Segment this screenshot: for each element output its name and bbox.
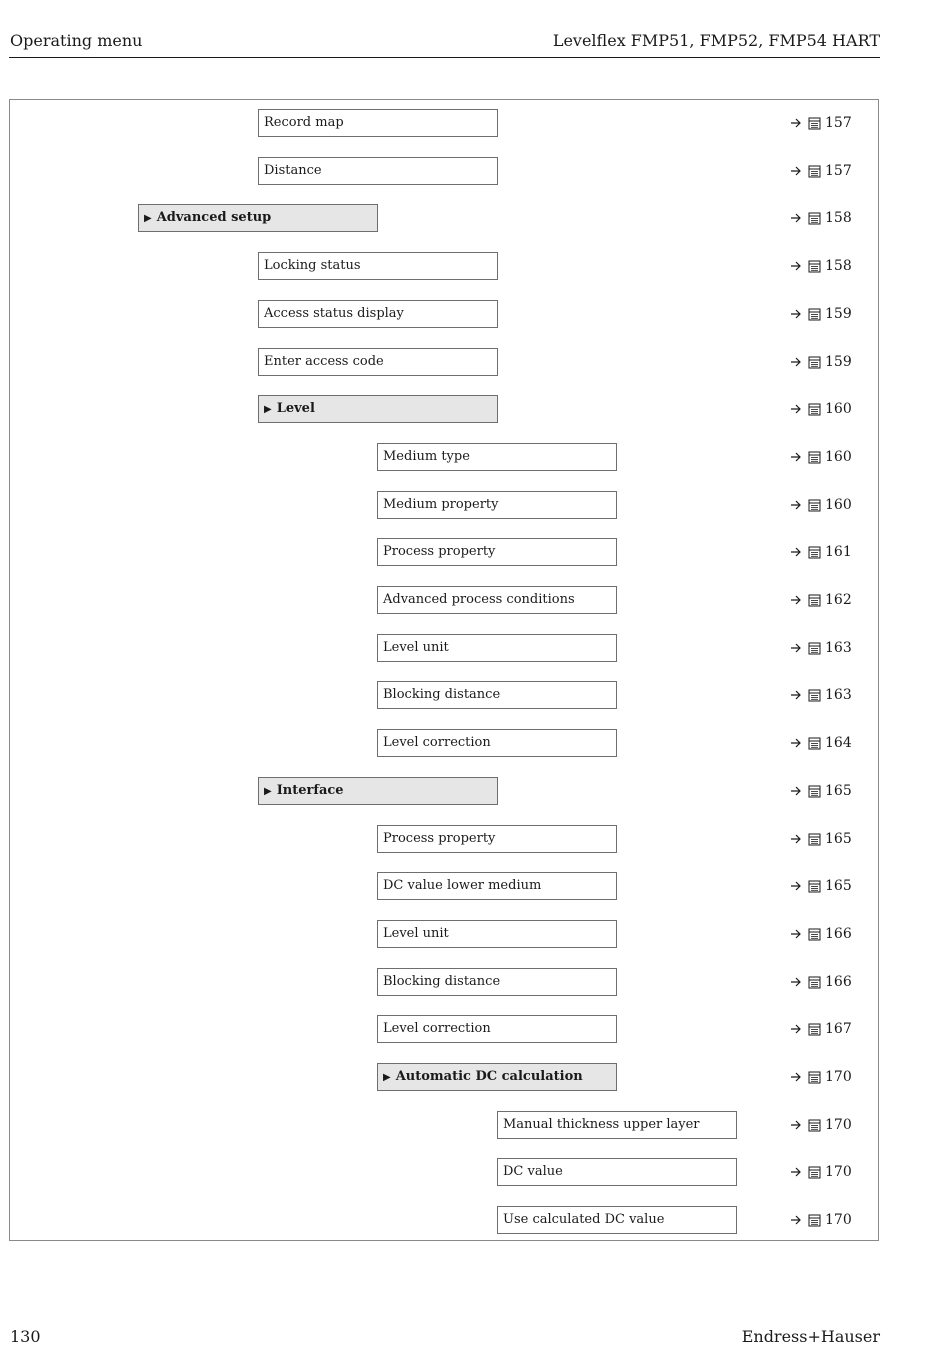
document-page-icon — [808, 880, 821, 893]
page-reference — [790, 1162, 852, 1182]
parameter-node — [377, 634, 617, 662]
document-page-icon — [808, 451, 821, 464]
arrow-right-icon — [790, 737, 802, 749]
page-reference — [790, 1210, 852, 1230]
page-reference — [790, 113, 852, 133]
node-label: Level unit — [383, 926, 449, 941]
page-number: 170 — [825, 1164, 852, 1180]
node-label: Distance — [264, 163, 322, 178]
footer-brand: Endress+Hauser — [741, 1327, 880, 1346]
header-rule — [9, 57, 880, 58]
page-number: 170 — [825, 1117, 852, 1133]
node-label: Access status display — [264, 306, 404, 321]
node-label: Enter access code — [264, 354, 384, 369]
page-number: 158 — [825, 210, 852, 226]
page-reference — [790, 208, 852, 228]
node-label: Level unit — [383, 640, 449, 655]
page-reference — [790, 304, 852, 324]
node-label: Interface — [276, 783, 344, 798]
arrow-right-icon — [790, 499, 802, 511]
document-page-icon — [808, 356, 821, 369]
node-label: Use calculated DC value — [503, 1212, 665, 1227]
document-page-icon — [808, 785, 821, 798]
arrow-right-icon — [790, 356, 802, 368]
node-label: Level correction — [383, 1021, 491, 1036]
parameter-node — [377, 1015, 617, 1043]
document-page-icon — [808, 499, 821, 512]
arrow-right-icon — [790, 403, 802, 415]
node-label: Automatic DC calculation — [395, 1069, 583, 1084]
page-number: 163 — [825, 687, 852, 703]
parameter-node — [377, 872, 617, 900]
page-number: 160 — [825, 401, 852, 417]
arrow-right-icon — [790, 1119, 802, 1131]
page-number: 159 — [825, 306, 852, 322]
arrow-right-icon — [790, 117, 802, 129]
arrow-right-icon — [790, 880, 802, 892]
arrow-right-icon — [790, 1166, 802, 1178]
parameter-node — [377, 681, 617, 709]
page-number: 157 — [825, 163, 852, 179]
parameter-node — [377, 586, 617, 614]
document-page-icon — [808, 308, 821, 321]
page-reference — [790, 447, 852, 467]
page-reference — [790, 1067, 852, 1087]
parameter-node — [258, 252, 498, 280]
page-number: 161 — [825, 544, 852, 560]
page-reference — [790, 685, 852, 705]
page-reference — [790, 829, 852, 849]
node-label: Level — [276, 401, 315, 416]
node-label: Blocking distance — [383, 974, 501, 989]
page-number: 170 — [825, 1069, 852, 1085]
document-page-icon — [808, 928, 821, 941]
node-label: Record map — [264, 115, 344, 130]
document-page-icon — [808, 212, 821, 225]
submenu-node — [258, 395, 498, 423]
page-number: 158 — [825, 258, 852, 274]
submenu-triangle-icon: ▶ — [144, 213, 152, 224]
document-page-icon — [808, 403, 821, 416]
page-reference — [790, 256, 852, 276]
document-page-icon — [808, 689, 821, 702]
parameter-node — [377, 491, 617, 519]
arrow-right-icon — [790, 976, 802, 988]
parameter-node — [377, 825, 617, 853]
arrow-right-icon — [790, 785, 802, 797]
document-page-icon — [808, 1071, 821, 1084]
header-section-title: Operating menu — [10, 31, 143, 50]
page-number: 164 — [825, 735, 852, 751]
submenu-node — [138, 204, 378, 232]
arrow-right-icon — [790, 1071, 802, 1083]
page-number: 170 — [825, 1212, 852, 1228]
arrow-right-icon — [790, 165, 802, 177]
page-number: 167 — [825, 1021, 852, 1037]
footer-page-number: 130 — [10, 1327, 41, 1346]
document-page-icon — [808, 165, 821, 178]
document-page-icon — [808, 833, 821, 846]
page-reference — [790, 972, 852, 992]
page-reference — [790, 590, 852, 610]
page-reference — [790, 352, 852, 372]
parameter-node — [258, 109, 498, 137]
node-label: Manual thickness upper layer — [503, 1117, 700, 1132]
parameter-node — [497, 1206, 737, 1234]
parameter-node — [377, 968, 617, 996]
page-number: 165 — [825, 783, 852, 799]
page-reference — [790, 733, 852, 753]
page-reference — [790, 781, 852, 801]
page-reference — [790, 542, 852, 562]
arrow-right-icon — [790, 212, 802, 224]
page-reference — [790, 924, 852, 944]
parameter-node — [377, 920, 617, 948]
node-label: Medium property — [383, 497, 499, 512]
page-number: 165 — [825, 831, 852, 847]
node-label: Advanced process conditions — [383, 592, 575, 607]
submenu-node — [258, 777, 498, 805]
arrow-right-icon — [790, 833, 802, 845]
submenu-triangle-icon: ▶ — [264, 786, 272, 797]
page-number: 157 — [825, 115, 852, 131]
header-product-title: Levelflex FMP51, FMP52, FMP54 HART — [552, 31, 880, 50]
arrow-right-icon — [790, 308, 802, 320]
page-number: 166 — [825, 974, 852, 990]
parameter-node — [497, 1158, 737, 1186]
document-page-icon — [808, 1023, 821, 1036]
submenu-triangle-icon: ▶ — [264, 404, 272, 415]
arrow-right-icon — [790, 689, 802, 701]
document-page-icon — [808, 546, 821, 559]
document-page-icon — [808, 117, 821, 130]
node-label: Process property — [383, 544, 496, 559]
page-number: 160 — [825, 449, 852, 465]
node-label: DC value — [503, 1164, 563, 1179]
page-number: 165 — [825, 878, 852, 894]
parameter-node — [258, 157, 498, 185]
arrow-right-icon — [790, 1214, 802, 1226]
node-label: Process property — [383, 831, 496, 846]
page-reference — [790, 1115, 852, 1135]
page-reference — [790, 1019, 852, 1039]
arrow-right-icon — [790, 260, 802, 272]
document-page-icon — [808, 1119, 821, 1132]
document-page-icon — [808, 737, 821, 750]
node-label: Level correction — [383, 735, 491, 750]
page-number: 166 — [825, 926, 852, 942]
page-reference — [790, 495, 852, 515]
parameter-node — [258, 300, 498, 328]
submenu-triangle-icon: ▶ — [383, 1072, 391, 1083]
arrow-right-icon — [790, 642, 802, 654]
document-page-icon — [808, 1166, 821, 1179]
parameter-node — [258, 348, 498, 376]
parameter-node — [377, 538, 617, 566]
page-reference — [790, 876, 852, 896]
page-reference — [790, 161, 852, 181]
node-label: Medium type — [383, 449, 470, 464]
parameter-node — [377, 729, 617, 757]
node-label: Blocking distance — [383, 687, 501, 702]
document-page-icon — [808, 260, 821, 273]
page-number: 160 — [825, 497, 852, 513]
page-number: 159 — [825, 354, 852, 370]
arrow-right-icon — [790, 594, 802, 606]
document-page-icon — [808, 642, 821, 655]
arrow-right-icon — [790, 451, 802, 463]
page-number: 162 — [825, 592, 852, 608]
page-reference — [790, 638, 852, 658]
page-reference — [790, 399, 852, 419]
arrow-right-icon — [790, 1023, 802, 1035]
arrow-right-icon — [790, 546, 802, 558]
document-page-icon — [808, 976, 821, 989]
arrow-right-icon — [790, 928, 802, 940]
node-label: Advanced setup — [156, 210, 272, 225]
node-label: DC value lower medium — [383, 878, 542, 893]
parameter-node — [377, 443, 617, 471]
document-page-icon — [808, 594, 821, 607]
parameter-node — [497, 1111, 737, 1139]
document-page-icon — [808, 1214, 821, 1227]
page-number: 163 — [825, 640, 852, 656]
node-label: Locking status — [264, 258, 361, 273]
submenu-node — [377, 1063, 617, 1091]
